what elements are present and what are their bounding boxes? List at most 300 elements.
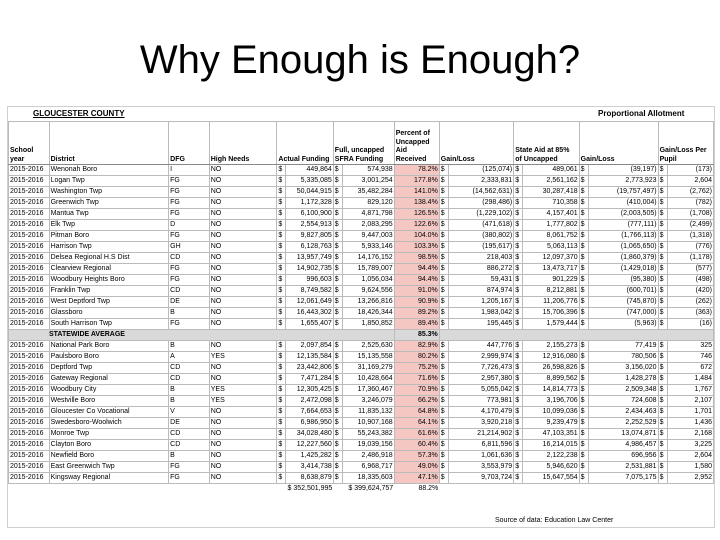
table-cell: FG	[169, 209, 210, 220]
table-cell: 2015-2016	[9, 429, 50, 440]
table-cell: FG	[169, 319, 210, 330]
table-row	[9, 396, 714, 407]
table-cell: $	[277, 231, 286, 242]
table-cell: 2,472,098	[286, 396, 333, 407]
table-cell: $	[579, 385, 588, 396]
table-cell: $	[277, 209, 286, 220]
table-cell: 489,061	[523, 165, 579, 176]
table-cell: 2,554,913	[286, 220, 333, 231]
table-cell: $	[277, 462, 286, 473]
table-cell: (125,074)	[448, 165, 513, 176]
table-cell: $	[658, 297, 667, 308]
table-cell: $	[514, 385, 523, 396]
table-cell: NO	[209, 462, 277, 473]
table-cell: 10,907,168	[342, 418, 394, 429]
table-cell: CD	[169, 374, 210, 385]
table-cell: 71.6%	[394, 374, 439, 385]
table-cell: 1,205,167	[448, 297, 513, 308]
table-cell: 1,484	[667, 374, 713, 385]
table-cell: $	[579, 374, 588, 385]
table-cell: $	[658, 253, 667, 264]
table-cell: 7,471,284	[286, 374, 333, 385]
table-cell: Gloucester Co Vocational	[49, 407, 169, 418]
table-cell: CD	[169, 253, 210, 264]
table-cell: 2015-2016	[9, 264, 50, 275]
table-cell: 2,999,974	[448, 352, 513, 363]
table-cell: (262)	[667, 297, 713, 308]
table-cell: NO	[209, 319, 277, 330]
table-cell: 21,214,902	[448, 429, 513, 440]
table-cell: 6,128,763	[286, 242, 333, 253]
table-row	[9, 220, 714, 231]
table-cell: NO	[209, 187, 277, 198]
table-cell: 104.0%	[394, 231, 439, 242]
table-cell: $	[277, 297, 286, 308]
table-cell: 64.8%	[394, 407, 439, 418]
table-row	[9, 473, 714, 484]
table-cell: $	[439, 286, 448, 297]
table-cell: 2015-2016	[9, 396, 50, 407]
table-cell: $	[439, 220, 448, 231]
table-cell: NO	[209, 473, 277, 484]
table-cell: 12,097,370	[523, 253, 579, 264]
table-cell: 1,983,042	[448, 308, 513, 319]
table-cell: (1,708)	[667, 209, 713, 220]
table-cell: (747,000)	[588, 308, 658, 319]
table-cell: $	[439, 385, 448, 396]
table-cell: $	[514, 429, 523, 440]
table-cell: $	[439, 363, 448, 374]
table-cell: 8,212,881	[523, 286, 579, 297]
table-cell: 1,767	[667, 385, 713, 396]
col-district: District	[49, 122, 169, 165]
table-cell: Delsea Regional H.S Dist	[49, 253, 169, 264]
table-cell: $	[439, 440, 448, 451]
table-cell: $	[579, 242, 588, 253]
table-cell: $	[333, 363, 342, 374]
table-cell: $	[333, 253, 342, 264]
table-row	[9, 297, 714, 308]
table-cell: B	[169, 308, 210, 319]
table-cell: (173)	[667, 165, 713, 176]
table-cell: 8,638,879	[286, 473, 333, 484]
table-cell: $	[333, 385, 342, 396]
table-cell: 5,063,113	[523, 242, 579, 253]
table-row	[9, 286, 714, 297]
table-cell: YES	[209, 396, 277, 407]
table-cell: Kingsway Regional	[49, 473, 169, 484]
total-actual: $ 352,501,995	[287, 485, 333, 492]
table-cell: $	[277, 440, 286, 451]
table-cell: $	[277, 198, 286, 209]
table-row	[9, 440, 714, 451]
table-cell: Pitman Boro	[49, 231, 169, 242]
table-cell: 3,156,020	[588, 363, 658, 374]
table-cell: 8,899,562	[523, 374, 579, 385]
table-cell: $	[579, 363, 588, 374]
table-cell: 9,447,003	[342, 231, 394, 242]
table-cell: 2015-2016	[9, 407, 50, 418]
table-cell: $	[579, 462, 588, 473]
table-cell: 5,335,085	[286, 176, 333, 187]
table-row	[9, 319, 714, 330]
table-row	[9, 407, 714, 418]
table-cell: 2,155,273	[523, 341, 579, 352]
table-cell: Franklin Twp	[49, 286, 169, 297]
table-cell: $	[439, 352, 448, 363]
table-cell: (14,562,631)	[448, 187, 513, 198]
table-cell: 7,664,653	[286, 407, 333, 418]
table-cell: 829,120	[342, 198, 394, 209]
table-cell: 14,902,735	[286, 264, 333, 275]
table-cell: $	[579, 220, 588, 231]
table-cell: West Deptford Twp	[49, 297, 169, 308]
table-cell: $	[333, 407, 342, 418]
table-cell: 1,701	[667, 407, 713, 418]
table-cell: 2,604	[667, 176, 713, 187]
table-cell: 15,706,396	[523, 308, 579, 319]
table-cell: NO	[209, 253, 277, 264]
table-cell: $	[277, 253, 286, 264]
table-cell: $	[579, 275, 588, 286]
table-cell: DE	[169, 297, 210, 308]
table-cell: FG	[169, 231, 210, 242]
table-cell: $	[333, 165, 342, 176]
table-cell: $	[333, 396, 342, 407]
table-cell: 177.8%	[394, 176, 439, 187]
table-cell: Logan Twp	[49, 176, 169, 187]
table-cell: 2015-2016	[9, 242, 50, 253]
table-cell: 12,916,080	[523, 352, 579, 363]
table-cell: $	[579, 209, 588, 220]
table-cell: 5,946,620	[523, 462, 579, 473]
table-cell: 1,777,802	[523, 220, 579, 231]
table-cell: CD	[169, 363, 210, 374]
table-cell: 13,266,816	[342, 297, 394, 308]
table-cell: 11,835,132	[342, 407, 394, 418]
table-cell: 3,001,254	[342, 176, 394, 187]
table-cell: FG	[169, 473, 210, 484]
table-cell: 9,827,805	[286, 231, 333, 242]
table-cell: $	[514, 462, 523, 473]
table-cell: 2015-2016	[9, 198, 50, 209]
table-cell: 996,603	[286, 275, 333, 286]
table-cell: 2015-2016	[9, 209, 50, 220]
table-cell: $	[333, 429, 342, 440]
total-full: $ 399,624,757	[348, 485, 394, 492]
table-cell: $	[658, 451, 667, 462]
table-cell: $	[658, 264, 667, 275]
col-actual-funding: Actual Funding	[277, 122, 333, 165]
table-cell: 59,431	[448, 275, 513, 286]
table-cell: $	[514, 473, 523, 484]
table-cell: 11,206,776	[523, 297, 579, 308]
table-cell: YES	[209, 352, 277, 363]
table-cell: CD	[169, 286, 210, 297]
table-cell: (95,380)	[588, 275, 658, 286]
table-row	[9, 418, 714, 429]
table-cell: 7,075,175	[588, 473, 658, 484]
table-cell: 3,920,218	[448, 418, 513, 429]
table-cell: $	[514, 275, 523, 286]
table-cell: $	[658, 429, 667, 440]
table-cell: 4,157,401	[523, 209, 579, 220]
table-cell: 126.5%	[394, 209, 439, 220]
table-cell: $	[333, 462, 342, 473]
table-cell: $	[579, 396, 588, 407]
table-cell: $	[439, 396, 448, 407]
table-cell: 49.0%	[394, 462, 439, 473]
table-cell: B	[169, 385, 210, 396]
table-cell: NO	[209, 176, 277, 187]
table-cell: 1,056,034	[342, 275, 394, 286]
table-cell: $	[439, 264, 448, 275]
table-cell: 2,083,295	[342, 220, 394, 231]
table-row	[9, 429, 714, 440]
table-cell: 1,428,278	[588, 374, 658, 385]
col-gain-loss-2: Gain/Loss	[579, 122, 658, 165]
table-cell: 1,850,852	[342, 319, 394, 330]
table-cell: 94.4%	[394, 264, 439, 275]
table-cell: V	[169, 407, 210, 418]
table-cell: NO	[209, 308, 277, 319]
table-cell: 2,509,348	[588, 385, 658, 396]
table-cell: $	[658, 286, 667, 297]
table-cell: $	[277, 319, 286, 330]
table-cell: FG	[169, 176, 210, 187]
funding-table	[8, 121, 714, 494]
table-cell: 4,170,479	[448, 407, 513, 418]
table-cell: (195,617)	[448, 242, 513, 253]
table-cell: $	[333, 308, 342, 319]
table-cell: $	[514, 176, 523, 187]
table-cell: $	[333, 440, 342, 451]
table-cell: 3,553,979	[448, 462, 513, 473]
table-cell: $	[439, 187, 448, 198]
table-cell: 2015-2016	[9, 374, 50, 385]
table-cell: $	[514, 396, 523, 407]
table-cell: Paulsboro Boro	[49, 352, 169, 363]
table-cell: $	[658, 352, 667, 363]
col-high-needs: High Needs	[209, 122, 277, 165]
table-cell: 16,443,302	[286, 308, 333, 319]
totals-row	[9, 484, 714, 495]
table-cell: 13,074,871	[588, 429, 658, 440]
table-cell: 122.6%	[394, 220, 439, 231]
table-cell: $	[514, 253, 523, 264]
table-cell: $	[333, 220, 342, 231]
table-cell: $	[658, 341, 667, 352]
table-cell: FG	[169, 187, 210, 198]
table-row	[9, 231, 714, 242]
table-cell: $	[514, 451, 523, 462]
table-cell: 66.2%	[394, 396, 439, 407]
table-cell: 3,196,706	[523, 396, 579, 407]
table-cell: (600,701)	[588, 286, 658, 297]
table-cell: 91.0%	[394, 286, 439, 297]
table-cell: NO	[209, 363, 277, 374]
table-cell: Washington Twp	[49, 187, 169, 198]
table-cell: $	[277, 242, 286, 253]
statewide-average-label: STATEWIDE AVERAGE	[9, 330, 395, 341]
table-cell: 89.4%	[394, 319, 439, 330]
table-cell: (380,802)	[448, 231, 513, 242]
table-cell: 6,811,596	[448, 440, 513, 451]
table-cell: $	[658, 209, 667, 220]
table-cell: NO	[209, 165, 277, 176]
table-cell: $	[658, 385, 667, 396]
table-cell: NO	[209, 209, 277, 220]
table-cell: National Park Boro	[49, 341, 169, 352]
table-cell: $	[579, 231, 588, 242]
table-cell: $	[333, 451, 342, 462]
table-cell: 2,486,918	[342, 451, 394, 462]
table-cell: 449,864	[286, 165, 333, 176]
col-state-aid: State Aid at 85% of Uncapped	[514, 122, 579, 165]
table-cell: 2015-2016	[9, 363, 50, 374]
table-cell: $	[439, 341, 448, 352]
table-cell: $	[579, 473, 588, 484]
table-cell: 3,225	[667, 440, 713, 451]
table-cell: $	[277, 165, 286, 176]
table-cell: 80.2%	[394, 352, 439, 363]
table-cell: Woodbury Heights Boro	[49, 275, 169, 286]
table-cell: 5,055,042	[448, 385, 513, 396]
table-cell: $	[333, 319, 342, 330]
table-cell: 47,103,351	[523, 429, 579, 440]
table-cell: $	[277, 396, 286, 407]
table-cell: NO	[209, 275, 277, 286]
table-cell: 17,360,467	[342, 385, 394, 396]
table-cell: $	[277, 286, 286, 297]
table-cell: $	[658, 374, 667, 385]
table-cell: $	[579, 341, 588, 352]
table-cell: YES	[209, 385, 277, 396]
table-cell: 64.1%	[394, 418, 439, 429]
table-row	[9, 374, 714, 385]
table-cell: CD	[169, 440, 210, 451]
table-cell: 2015-2016	[9, 165, 50, 176]
table-cell: $	[514, 187, 523, 198]
table-cell: 2015-2016	[9, 253, 50, 264]
table-cell: 2015-2016	[9, 341, 50, 352]
table-cell: 2,434,463	[588, 407, 658, 418]
table-cell: $	[333, 176, 342, 187]
table-cell: 2,252,529	[588, 418, 658, 429]
table-cell: $	[579, 187, 588, 198]
table-cell: 10,428,664	[342, 374, 394, 385]
header-row	[9, 122, 714, 165]
table-cell: Gateway Regional	[49, 374, 169, 385]
table-row	[9, 308, 714, 319]
table-cell: 2,561,162	[523, 176, 579, 187]
table-cell: I	[169, 165, 210, 176]
table-cell: $	[277, 385, 286, 396]
table-cell: 2015-2016	[9, 418, 50, 429]
table-cell: $	[514, 341, 523, 352]
table-cell: NO	[209, 198, 277, 209]
table-cell: $	[333, 231, 342, 242]
table-cell: FG	[169, 198, 210, 209]
col-school-year: School year	[9, 122, 50, 165]
table-cell: $	[658, 187, 667, 198]
table-cell: 98.5%	[394, 253, 439, 264]
table-cell: 78.2%	[394, 165, 439, 176]
table-cell: $	[514, 242, 523, 253]
table-cell: (1,766,113)	[588, 231, 658, 242]
table-cell: NO	[209, 440, 277, 451]
table-cell: $	[333, 374, 342, 385]
table-cell: B	[169, 451, 210, 462]
table-cell: $	[333, 473, 342, 484]
table-cell: 61.6%	[394, 429, 439, 440]
table-cell: NO	[209, 242, 277, 253]
table-cell: 886,272	[448, 264, 513, 275]
table-cell: 14,814,773	[523, 385, 579, 396]
table-row	[9, 253, 714, 264]
table-cell: $	[514, 319, 523, 330]
table-cell: NO	[209, 418, 277, 429]
table-cell: 724,608	[588, 396, 658, 407]
table-cell: 2,168	[667, 429, 713, 440]
table-cell: $	[514, 352, 523, 363]
table-cell: $	[514, 440, 523, 451]
table-row	[9, 242, 714, 253]
table-row	[9, 451, 714, 462]
table-cell: 746	[667, 352, 713, 363]
table-cell: 23,442,806	[286, 363, 333, 374]
table-cell: 2,952	[667, 473, 713, 484]
table-cell: $	[579, 407, 588, 418]
table-cell: $	[333, 264, 342, 275]
table-cell: 901,229	[523, 275, 579, 286]
table-cell: Deptford Twp	[49, 363, 169, 374]
table-cell: NO	[209, 297, 277, 308]
table-cell: $	[439, 429, 448, 440]
table-row	[9, 363, 714, 374]
table-cell: $	[514, 198, 523, 209]
table-cell: 1,579,444	[523, 319, 579, 330]
table-cell: Harrison Twp	[49, 242, 169, 253]
table-cell: 2015-2016	[9, 308, 50, 319]
table-cell: $	[514, 231, 523, 242]
table-cell: $	[514, 363, 523, 374]
table-cell: (1,860,379)	[588, 253, 658, 264]
table-cell: (16)	[667, 319, 713, 330]
table-cell: $	[277, 264, 286, 275]
table-cell: $	[277, 275, 286, 286]
table-cell: 2,097,854	[286, 341, 333, 352]
table-cell: NO	[209, 374, 277, 385]
table-cell: (745,870)	[588, 297, 658, 308]
table-cell: 14,176,152	[342, 253, 394, 264]
table-cell: Greenwich Twp	[49, 198, 169, 209]
table-cell: 9,703,724	[448, 473, 513, 484]
table-cell: 2,122,238	[523, 451, 579, 462]
table-cell: 12,061,649	[286, 297, 333, 308]
table-cell: $	[658, 462, 667, 473]
table-cell: 34,028,480	[286, 429, 333, 440]
table-cell: 57.3%	[394, 451, 439, 462]
table-cell: FG	[169, 275, 210, 286]
table-cell: $	[439, 418, 448, 429]
table-cell: 195,445	[448, 319, 513, 330]
spreadsheet	[7, 106, 715, 528]
table-cell: NO	[209, 264, 277, 275]
table-cell: 874,974	[448, 286, 513, 297]
table-cell: 2015-2016	[9, 462, 50, 473]
table-cell: 2015-2016	[9, 231, 50, 242]
